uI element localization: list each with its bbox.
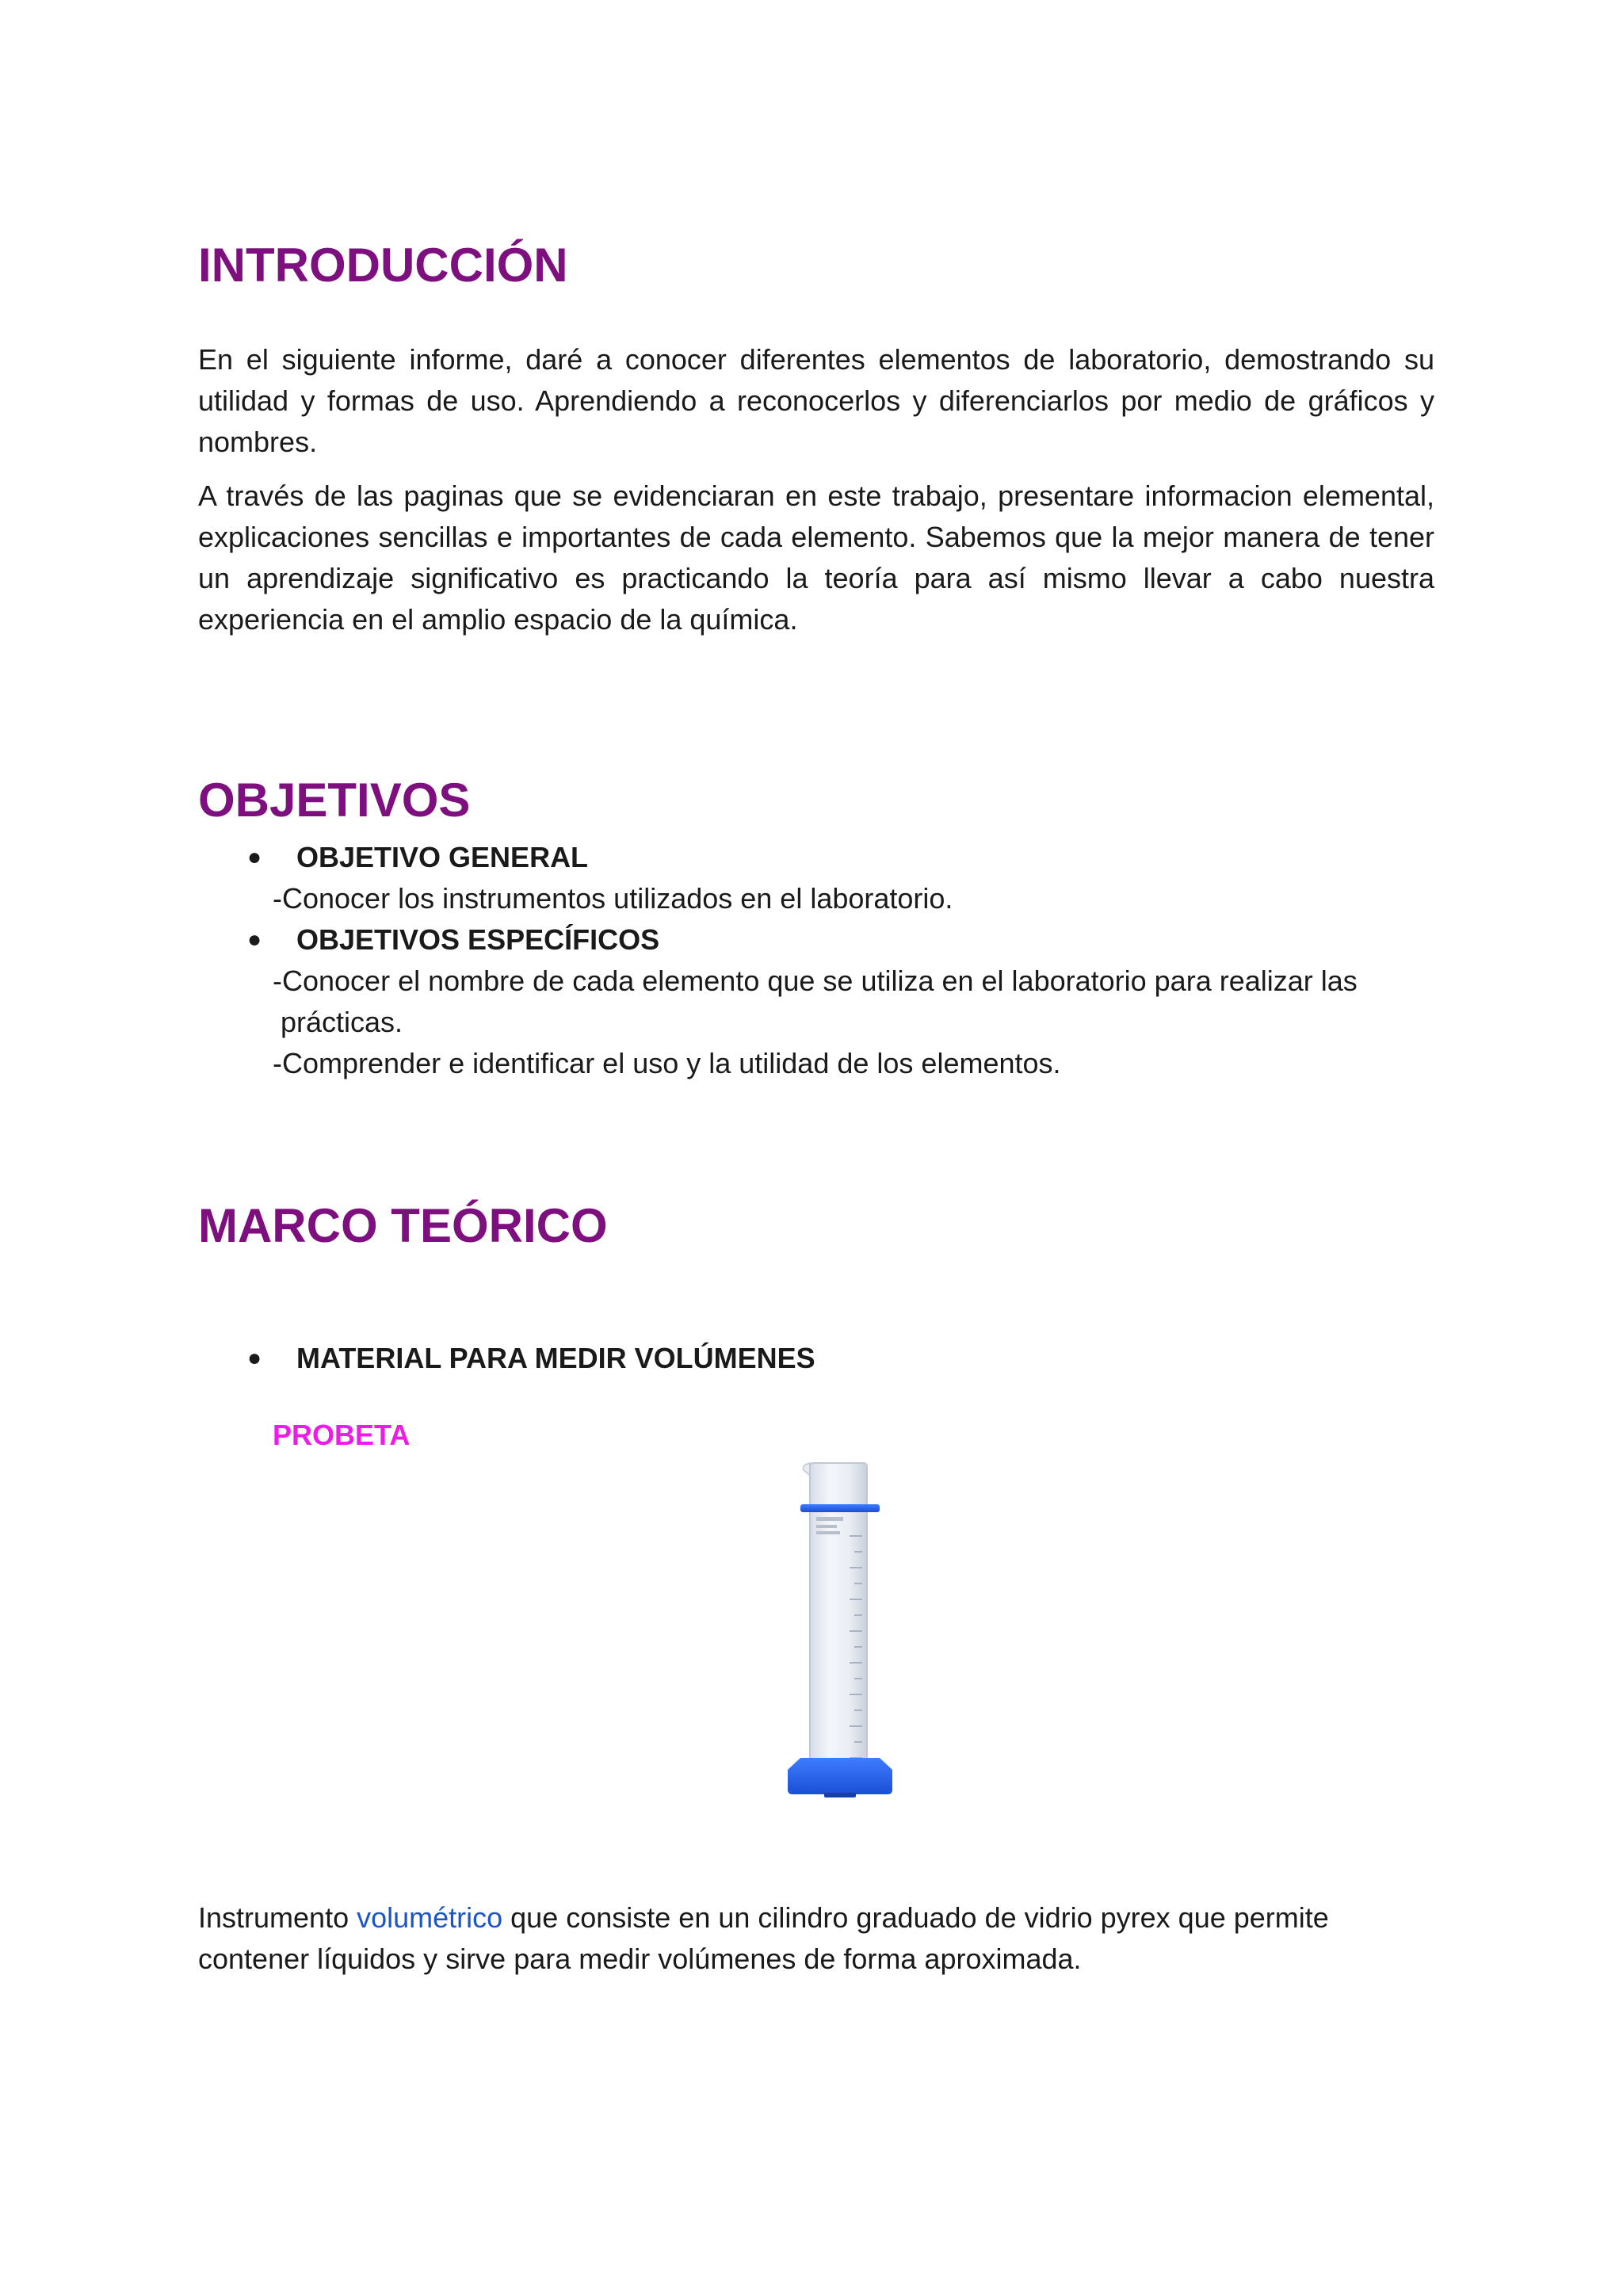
theory-bullet-label: MATERIAL PARA MEDIR VOLÚMENES [296, 1342, 815, 1374]
probeta-description [198, 1897, 1434, 1939]
graduated-cylinder-icon [777, 1457, 903, 1813]
objective-specific-item-2: -Comprender e identificar el uso y la utilidad de los elementos. [273, 1047, 1061, 1079]
intro-paragraph-2: A través de las paginas que se evidenciaran en este trabajo, presentare informacion elemental, explicaciones sencillas e importantes de cada elemento. Sabemos que la mejor manera de tener un aprendizaje significativo es practicando la teoría para así mismo llevar a cabo nuestra experiencia en el amplio espacio de la química. [198, 479, 1434, 636]
objective-specific-item-1-cont: prácticas. [281, 1006, 403, 1038]
bullet-icon: ● [247, 926, 262, 953]
theory-heading: MARCO TEÓRICO [198, 1199, 608, 1252]
objective-specific-label: OBJETIVOS ESPECÍFICOS [296, 923, 660, 956]
desc-text-before: Instrumento [198, 1901, 357, 1934]
probeta-title: PROBETA [273, 1419, 411, 1451]
probeta-description-line-2: contener líquidos y sirve para medir volúmenes de forma aproximada. [198, 1943, 1082, 1975]
volumetrico-link[interactable]: volumétrico [357, 1901, 503, 1934]
bullet-icon: ● [247, 1345, 262, 1371]
intro-heading: INTRODUCCIÓN [198, 239, 568, 292]
desc-text-after: que consiste en un cilindro graduado de vidrio pyrex que permite [502, 1901, 1329, 1934]
objectives-heading: OBJETIVOS [198, 774, 471, 827]
objective-general-item: -Conocer los instrumentos utilizados en el laboratorio. [273, 882, 953, 915]
intro-paragraph-1: En el siguiente informe, daré a conocer diferentes elementos de laboratorio, demostrando su utilidad y formas de uso. Aprendiendo a reconocerlos y diferenciarlos por medio de gráficos y nombres. [198, 343, 1434, 458]
bullet-icon: ● [247, 844, 262, 870]
objective-general-label: OBJETIVO GENERAL [296, 841, 589, 873]
objective-specific-item-1: -Conocer el nombre de cada elemento que se utiliza en el laboratorio para realizar las [273, 965, 1358, 997]
